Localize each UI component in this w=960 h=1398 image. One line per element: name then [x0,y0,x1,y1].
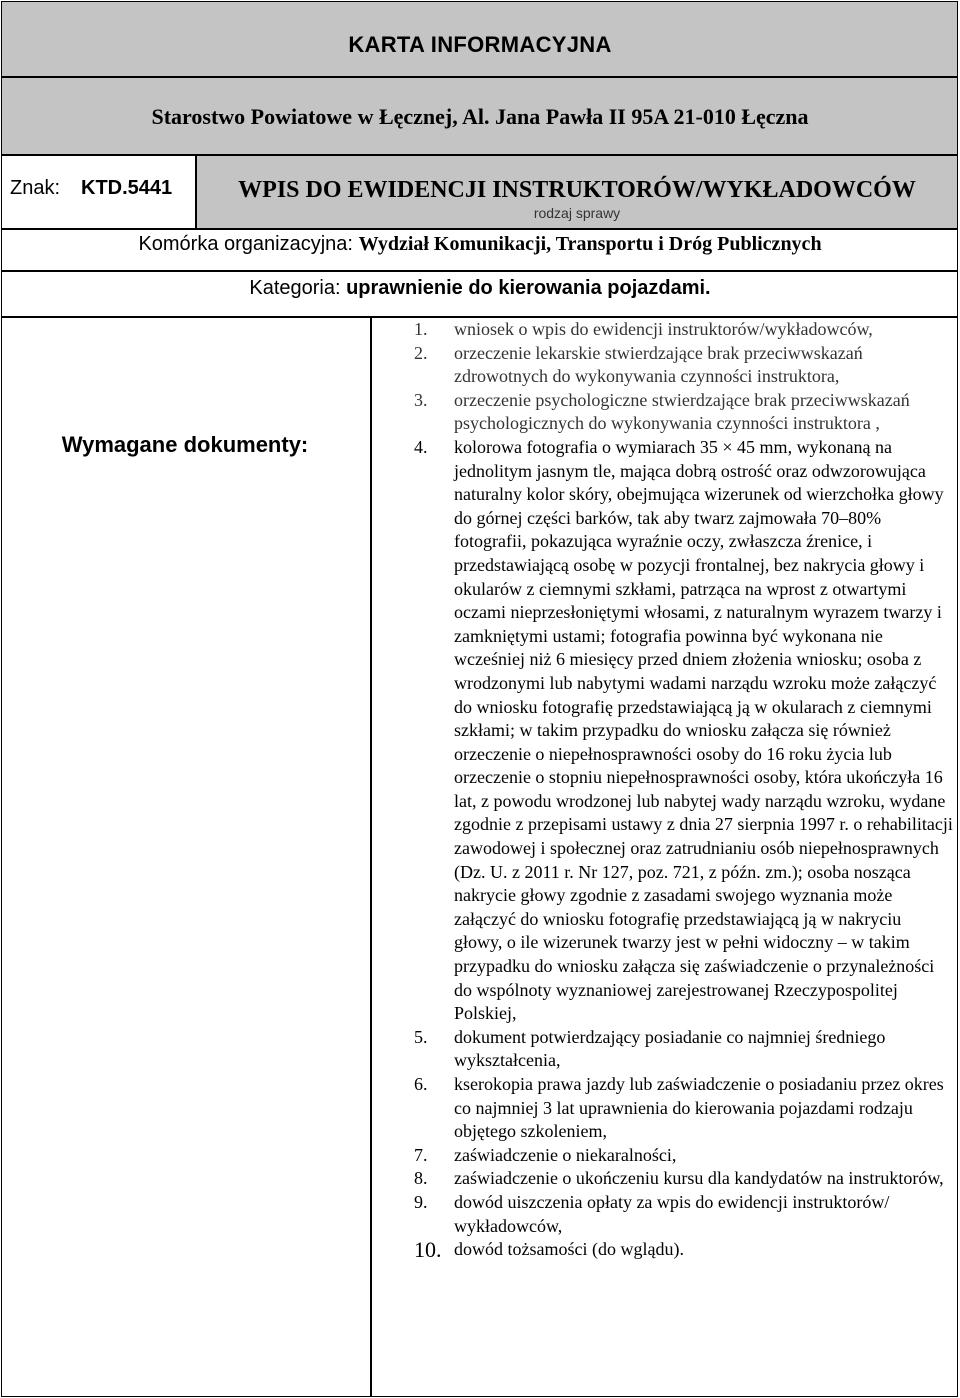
item-number: 2. [414,342,428,363]
item-number: 6. [414,1074,428,1094]
list-item [380,318,954,342]
requirements-list [380,318,954,1262]
category-label: Kategoria: [249,277,341,299]
item-number: 3. [414,389,428,410]
document-title: KARTA INFORMACYJNA [348,32,612,57]
item-text: zaświadczenie o ukończeniu kursu dla kandydatów na instruktorów, [454,1168,944,1189]
list-item [380,1167,954,1191]
list-item [380,1144,954,1168]
list-item [380,1026,954,1073]
list-item [380,1238,954,1262]
office-address: Starostwo Powiatowe w Łęcznej, Al. Jana Pawła II 95A 21-010 Łęczna [151,104,809,129]
item-text: dowód uiszczenia opłaty za wpis do ewidencji instruktorów/ wykładowców, [454,1191,890,1236]
item-number: 10. [414,1237,442,1263]
item-text: wniosek o wpis do ewidencji instruktorów/wykładowców, [454,319,873,339]
item-text: dowód tożsamości (do wglądu). [454,1239,684,1260]
list-item [380,1191,954,1238]
item-number: 9. [414,1191,428,1212]
requirements-label: Wymagane dokumenty: [61,432,309,457]
list-item [380,1073,954,1144]
item-text: zaświadczenie o niekaralności, [454,1144,677,1165]
case-subtitle: rodzaj sprawy [533,205,621,221]
unit-value: Wydział Komunikacji, Transportu i Dróg Publicznych [358,233,822,255]
requirements-label-cell [1,317,371,1397]
organizational-unit [0,233,960,256]
case-title: WPIS DO EWIDENCJI INSTRUKTORÓW/WYKŁADOWCÓW [238,177,916,203]
list-item [380,342,954,389]
item-text: orzeczenie psychologiczne stwierdzające brak przeciwwskazań psychologicznych do wykonywania czynności instruktora , [454,389,910,434]
list-item [380,436,954,1026]
item-number: 5. [414,1026,428,1047]
item-text: dokument potwierdzający posiadanie co najmniej średniego wykształcenia, [454,1026,886,1071]
category [0,277,960,300]
item-text: kolorowa fotografia o wymiarach 35 × 45 mm, wykonaną na jednolitym jasnym tle, mająca dobrą ostrość oraz odwzorowująca naturalny kolor skóry, obejmująca wizerunek od wierzchołka głowy do górnej części barków, tak aby twarz zajmowała 70–80% fotografii, pokazująca wyraźnie oczy, zwłaszcza źrenice, i przedstawiającą osobę w pozycji frontalnej, bez nakrycia głowy i okularów z ciemnymi szkłami, patrząca na wprost z otwartymi oczami nieprzesłoniętymi włosami, z naturalnym wyrazem twarzy i zamkniętymi ustami; fotografia powinna być wykonana nie wcześniej niż 6 miesięcy przed dniem złożenia wniosku; osoba z wrodzonymi lub nabytymi wadami narządu wzroku może załączyć do wniosku fotografię przedstawiającą ją w okularach z ciemnymi szkłami; w takim przypadku do wniosku załącza się również orzeczenie o niepełnosprawności osoby do 16 roku życia lub orzeczenie o stopniu niepełnosprawności osoby, która ukończyła 16 lat, z powodu wrodzonej lub nabytej wady narządu wzroku, wydane zgodnie z przepisami ustawy z dnia 27 sierpnia 1997 r. o rehabilitacji zawodowej i społecznej oraz zatrudnianiu osób niepełnosprawnych (Dz. U. z 2011 r. Nr 127, poz. 721, z późn. zm.); osoba nosząca nakrycie głowy zgodnie z zasadami swojego wyznania może załączyć do wniosku fotografię przedstawiającą ją w nakryciu głowy, o ile wizerunek twarzy jest w pełni widoczny – w takim przypadku do wniosku załącza się zaświadczenie o przynależności do wspólnoty wyznaniowej zarejestrowanej Rzeczypospolitej Polskiej, [454,436,953,1024]
item-text: orzeczenie lekarskie stwierdzające brak przeciwwskazań zdrowotnych do wykonywania czynności instruktora, [454,342,863,387]
item-number: 4. [414,436,428,457]
item-number: 1. [414,319,428,339]
item-number: 8. [414,1168,428,1189]
case-number-value: KTD.5441 [81,177,173,199]
list-item [380,389,954,436]
case-number-label: Znak: [10,177,61,199]
item-text: kserokopia prawa jazdy lub zaświadczenie o posiadaniu przez okres co najmniej 3 lat uprawnienia do kierowania pojazdami rodzaju objętego szkoleniem, [454,1074,944,1142]
unit-label: Komórka organizacyjna: [138,233,353,255]
category-value: uprawnienie do kierowania pojazdami. [346,277,711,299]
item-number: 7. [414,1144,428,1165]
